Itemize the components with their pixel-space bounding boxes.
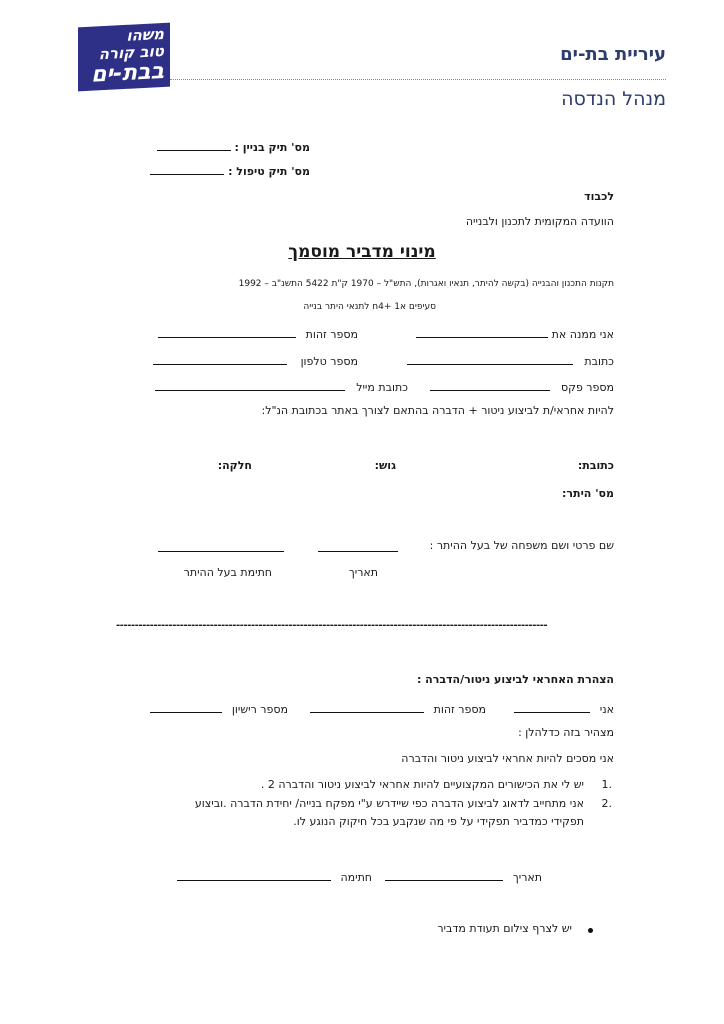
responsibility-text: להיות אחראי/ת לביצוע ניטור + הדברה בהתאם לצורך באתר בכתובת הנ"ל:	[261, 404, 614, 417]
logo-line-1: משהו	[126, 24, 164, 45]
owner-signature-line[interactable]	[158, 539, 284, 552]
building-file-field	[157, 138, 310, 154]
sections-text: סעיפים א1 +4ח לתנאי היתר בנייה	[303, 302, 436, 312]
logo-line-3: בבת-ים	[91, 58, 164, 88]
address-line[interactable]	[407, 352, 573, 365]
appointee-name-line[interactable]	[416, 325, 548, 338]
owner-name-label: שם פרטי ושם משפחה של בעל ההיתר :	[429, 539, 614, 552]
treatment-file-line[interactable]	[150, 162, 224, 175]
city-name: עיריית בת-ים	[560, 44, 666, 65]
declares-text: מצהיר בזה כדלהלן :	[518, 726, 614, 739]
phone-field	[153, 352, 358, 368]
appointee-id-line[interactable]	[158, 325, 296, 338]
attachment-note: יש לצרף צילום תעודת מדביר	[437, 922, 572, 935]
department-name: מנהל הנדסה	[561, 88, 666, 110]
building-file-label: מס' תיק בניין :	[234, 141, 310, 154]
declarant-id-label: מספר זהות	[433, 703, 486, 716]
to-label: לכבוד	[584, 190, 614, 203]
building-file-line[interactable]	[157, 138, 231, 151]
license-line[interactable]	[150, 700, 222, 713]
item-1-number: 1.	[601, 778, 612, 791]
license-field	[150, 700, 288, 716]
phone-label: מספר טלפון	[300, 355, 358, 368]
declarant-date-label: תאריך	[512, 871, 542, 884]
phone-line[interactable]	[153, 352, 287, 365]
owner-signature-label: חתימת בעל ההיתר	[183, 566, 272, 579]
header-divider	[170, 79, 666, 80]
email-line[interactable]	[155, 378, 345, 391]
site-parcel-label: חלקה:	[217, 459, 252, 472]
owner-date-line[interactable]	[318, 539, 398, 552]
item-2-continuation: תפקידי כמדביר תפקידי על פי מה שנקבע בכל חיקוק הנוגע לו.	[293, 815, 584, 828]
fax-field	[430, 378, 615, 394]
declarant-signature-line[interactable]	[177, 868, 331, 881]
permit-number-label: מס' היתר:	[562, 487, 614, 500]
appoint-label: אני ממנה את	[551, 328, 614, 341]
agree-text: אני מסכים להיות אחראי לביצוע ניטור והדברה	[401, 752, 614, 765]
appointee-id-label: מספר זהות	[305, 328, 358, 341]
site-block-label: גוש:	[374, 459, 396, 472]
note-bullet	[588, 928, 593, 933]
logo-line-2: טוב קורה	[98, 41, 164, 64]
declarant-id-line[interactable]	[310, 700, 424, 713]
committee-name: הוועדה המקומית לתכנון ולבנייה	[465, 215, 614, 228]
item-1-text: יש לי את הכישורים המקצועיים להיות אחראי לביצוע ניטור והדברה 2 .	[260, 778, 584, 791]
appoint-field	[416, 325, 614, 341]
separator-line: -------------------------------------------------------------------------------------------------------------------	[116, 620, 548, 631]
item-2-number: 2.	[601, 797, 612, 810]
email-field	[155, 378, 408, 394]
declarant-signature-field	[177, 868, 372, 884]
declarant-date-line[interactable]	[385, 868, 503, 881]
declaration-title: הצהרת האחראי לביצוע ניטור/הדברה :	[416, 673, 614, 686]
license-label: מספר רישיון	[231, 703, 288, 716]
declarant-id-field	[310, 700, 486, 716]
item-2-text: אני מתחייב לדאוג לביצוע הדברה כפי שיידרש ע"י מפקח בנייה/ יחידת הדברה .וביצוע	[194, 797, 584, 810]
site-address-label: כתובת:	[577, 459, 614, 472]
declarant-label: אני	[599, 703, 614, 716]
appointee-id-field	[158, 325, 358, 341]
fax-line[interactable]	[430, 378, 550, 391]
declarant-date-field	[385, 868, 542, 884]
declarant-field	[514, 700, 614, 716]
regulations-text: תקנות התכנון והבנייה (בקשה להיתר, תנאיו ואגרות), התש"ל – 1970 ק"ת 5422 התשנ"ב – 1992	[238, 279, 614, 289]
declarant-signature-label: חתימה	[340, 871, 372, 884]
city-logo	[78, 23, 170, 92]
declarant-name-line[interactable]	[514, 700, 590, 713]
owner-date-label: תאריך	[348, 566, 378, 579]
fax-label: מספר פקס	[561, 381, 614, 394]
address-label: כתובת	[584, 355, 614, 368]
address-field	[407, 352, 614, 368]
treatment-file-field	[150, 162, 310, 178]
form-title: מינוי מדביר מוסמך	[288, 242, 436, 262]
treatment-file-label: מס' תיק טיפול :	[228, 165, 310, 178]
email-label: כתובת מייל	[356, 381, 408, 394]
